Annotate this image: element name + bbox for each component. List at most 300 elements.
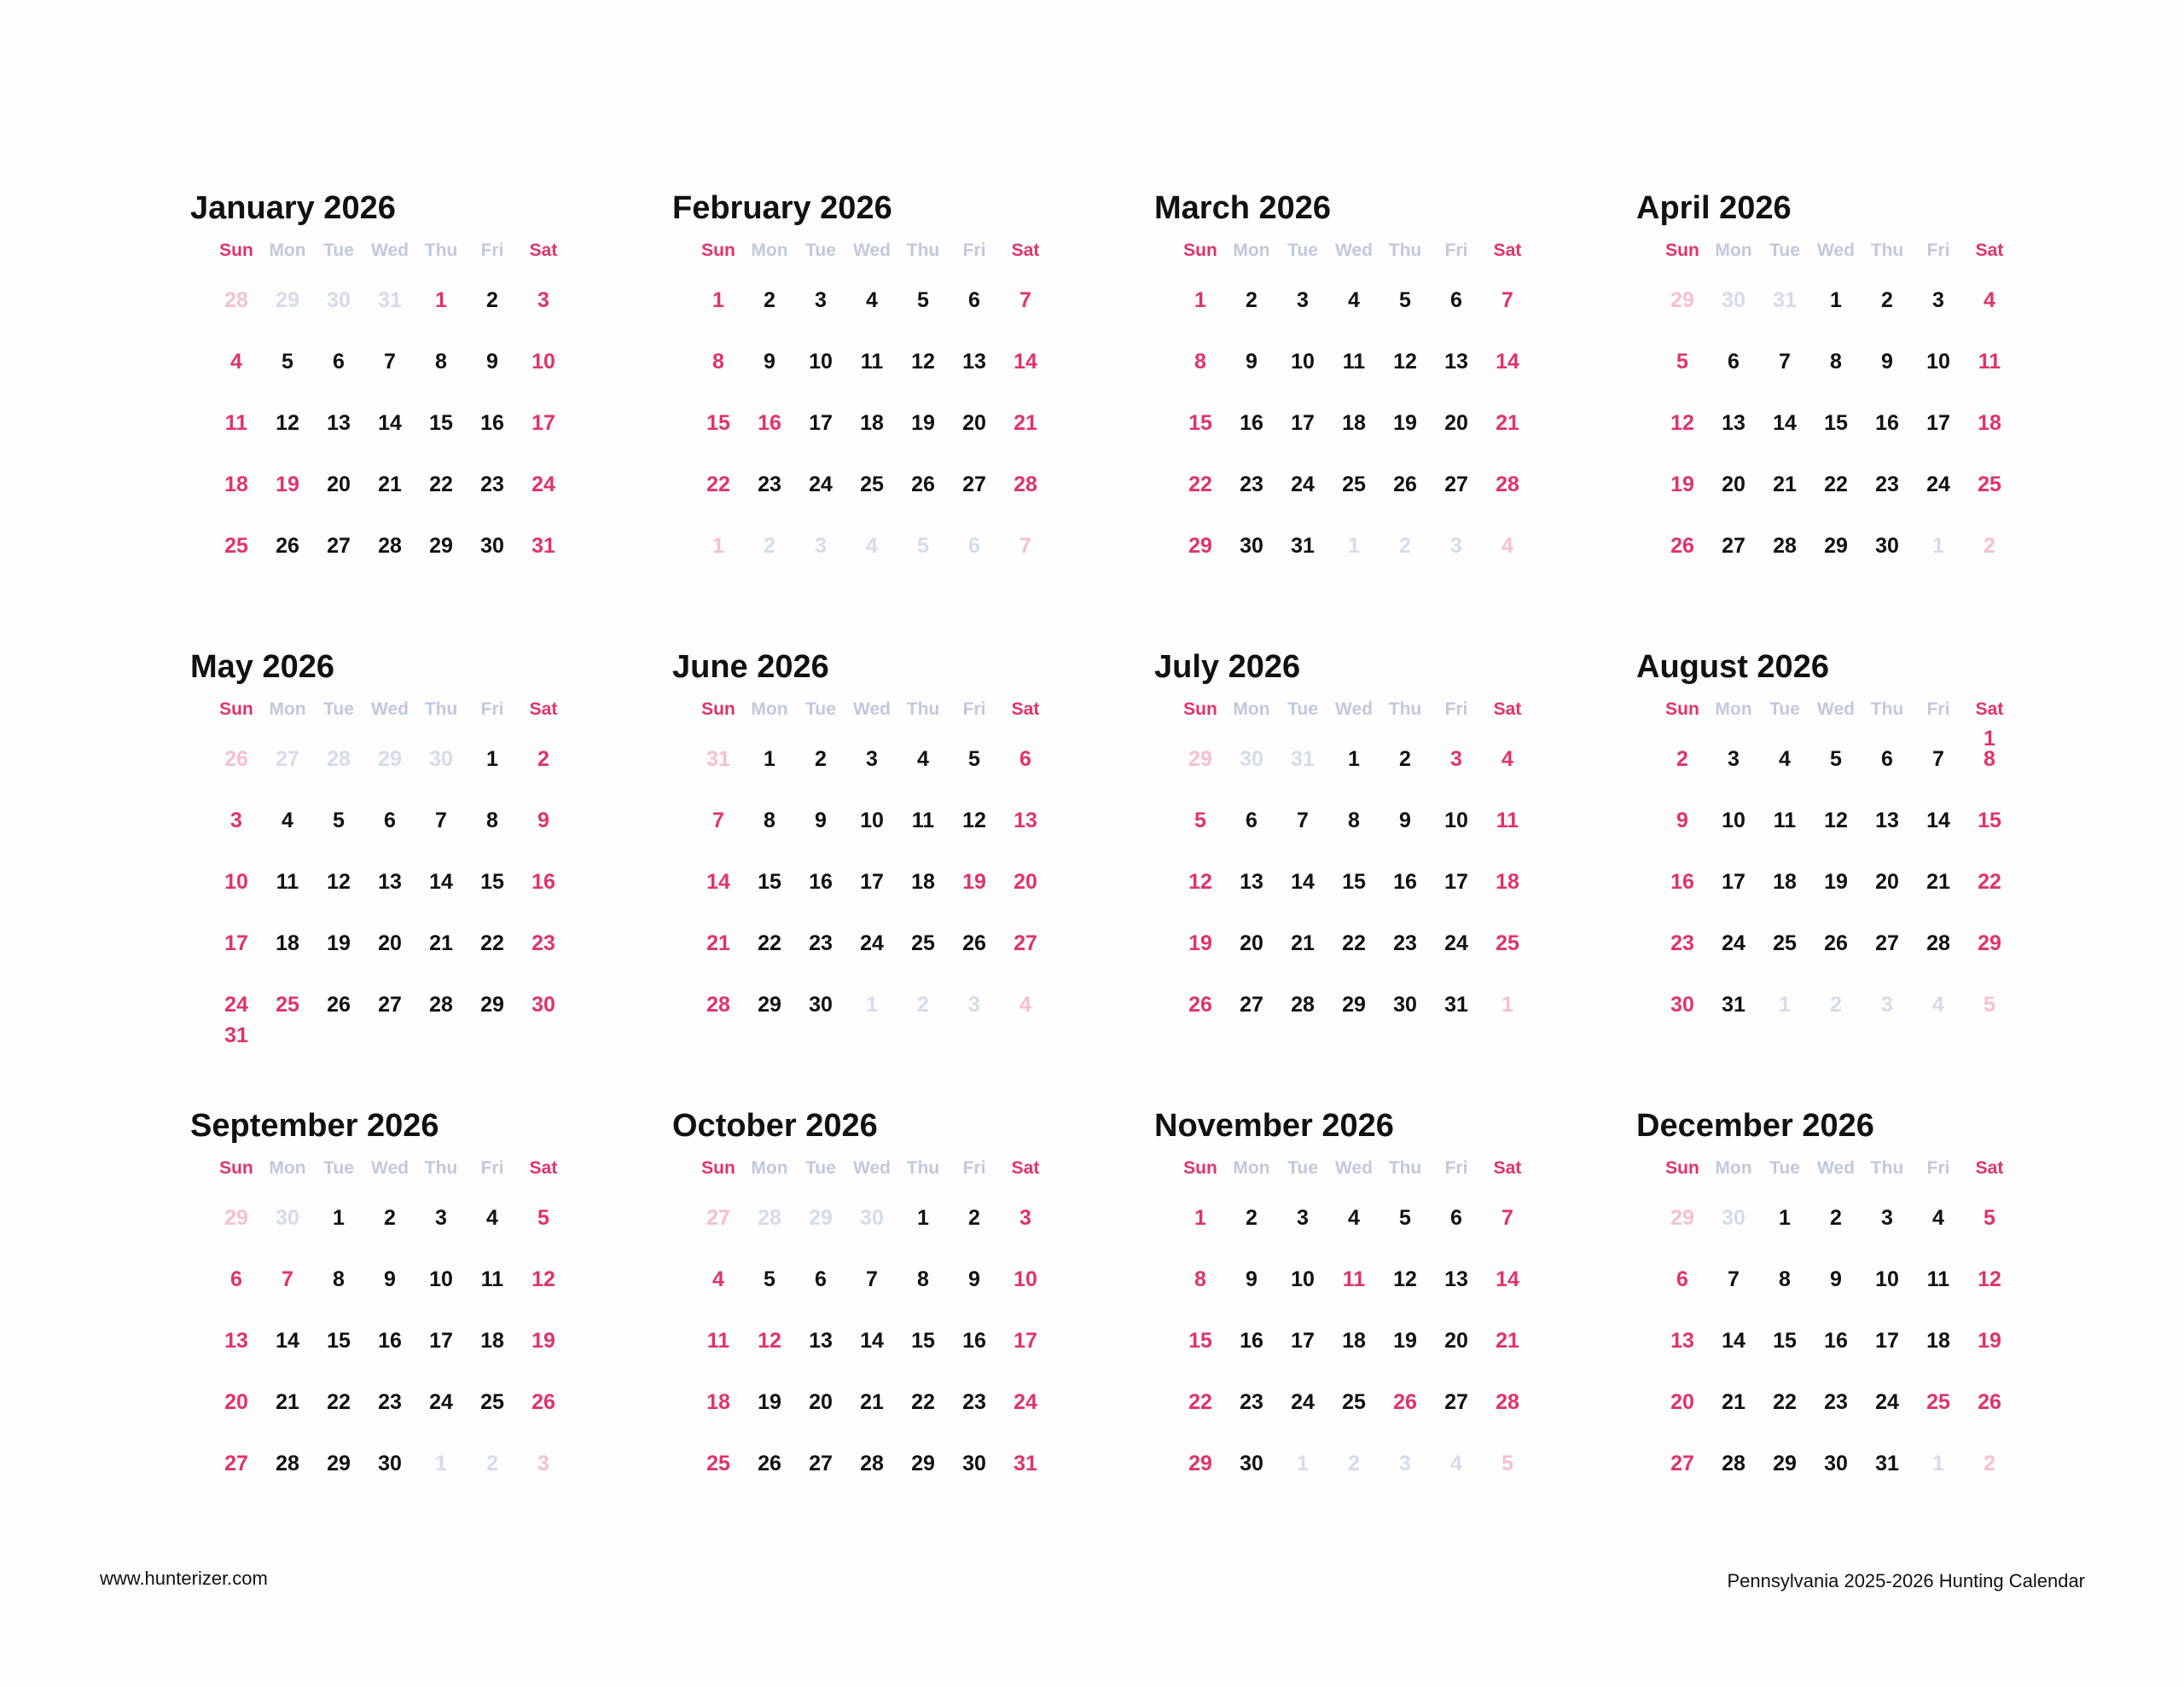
day-cell: 30 xyxy=(1393,993,1417,1017)
day-cell: 30 xyxy=(860,1206,884,1230)
day-cell: 16 xyxy=(809,870,833,894)
day-cell: 18 xyxy=(224,472,248,496)
day-cell: 18 xyxy=(276,931,299,955)
weekday-header: Thu xyxy=(424,699,458,719)
website-url: www.hunterizer.com xyxy=(100,1568,268,1589)
month-title: April 2026 xyxy=(1636,190,1792,226)
day-cell: 22 xyxy=(1773,1390,1797,1414)
day-cell: 13 xyxy=(224,1329,248,1353)
day-cell: 12 xyxy=(1824,809,1848,832)
day-cell: 1 xyxy=(1502,993,1513,1017)
day-cell: 27 xyxy=(1444,472,1468,496)
day-cell: 3 xyxy=(968,993,980,1017)
day-cell: 6 xyxy=(1881,747,1893,771)
day-cell: 30 xyxy=(1670,993,1694,1017)
weekday-header: Mon xyxy=(1233,1158,1270,1178)
day-cell: 2 xyxy=(1830,1206,1842,1230)
weekday-header: Sat xyxy=(1975,1158,2004,1178)
day-cell: 4 xyxy=(866,534,878,558)
day-cell: 29 xyxy=(378,747,402,771)
day-cell: 14 xyxy=(1773,411,1797,435)
day-cell: 4 xyxy=(1348,288,1360,312)
day-cell: 22 xyxy=(911,1390,935,1414)
day-cell: 2 xyxy=(917,993,929,1017)
day-cell: 23 xyxy=(809,931,833,955)
day-cell: 29 xyxy=(480,993,504,1017)
weekday-header: Sat xyxy=(1011,241,1040,260)
day-cell: 17 xyxy=(1926,411,1950,435)
weekday-header: Fri xyxy=(1926,699,1950,719)
day-cell: 15 xyxy=(1188,411,1212,435)
weekday-header: Sun xyxy=(701,241,735,260)
day-cell: 30 xyxy=(1240,1452,1263,1475)
day-cell: 3 xyxy=(1399,1452,1411,1475)
day-cell: 23 xyxy=(758,472,781,496)
day-cell: 1 xyxy=(712,534,724,558)
day-cell: 21 xyxy=(1291,931,1315,955)
weekday-header: Sun xyxy=(219,241,253,260)
day-cell: 15 xyxy=(911,1329,935,1353)
day-cell: 13 xyxy=(1875,809,1899,832)
day-cell: 2 xyxy=(486,288,498,312)
day-cell: 7 xyxy=(1297,809,1309,832)
day-cell: 2 xyxy=(1984,1452,1995,1475)
day-cell: 30 xyxy=(429,747,453,771)
day-cell: 4 xyxy=(917,747,929,771)
weekday-header: Wed xyxy=(371,699,409,719)
day-cell: 1 xyxy=(917,1206,929,1230)
day-cell: 30 xyxy=(809,993,833,1017)
day-cell: 13 xyxy=(378,870,402,894)
day-cell: 11 xyxy=(1342,1267,1366,1291)
day-cell: 1 xyxy=(333,1206,345,1230)
weekday-header: Sat xyxy=(1011,699,1040,719)
day-cell: 3 xyxy=(866,747,878,771)
day-cell: 15 xyxy=(1188,1329,1212,1353)
day-cell: 3 xyxy=(1297,288,1309,312)
day-cell: 8 xyxy=(1348,809,1360,832)
day-cell: 7 xyxy=(1502,1206,1513,1230)
day-cell: 13 xyxy=(1240,870,1263,894)
day-cell: 13 xyxy=(1444,1267,1468,1291)
day-cell: 23 xyxy=(480,472,504,496)
day-cell: 14 xyxy=(860,1329,884,1353)
day-cell: 15 xyxy=(327,1329,351,1353)
month-title: October 2026 xyxy=(672,1108,878,1144)
day-cell: 9 xyxy=(1246,1267,1258,1291)
weekday-header: Fri xyxy=(480,241,504,260)
day-cell: 9 xyxy=(1676,809,1688,832)
day-cell: 2 xyxy=(1676,747,1688,771)
day-cell: 1 xyxy=(866,993,878,1017)
day-cell: 7 xyxy=(1932,747,1944,771)
day-cell: 24 xyxy=(1291,1390,1315,1414)
weekday-header: Mon xyxy=(1715,241,1752,260)
day-cell: 11 xyxy=(911,809,935,832)
weekday-header: Sat xyxy=(1493,699,1522,719)
day-cell: 1 xyxy=(764,747,775,771)
day-cell: 26 xyxy=(911,472,935,496)
day-cell: 13 xyxy=(809,1329,833,1353)
weekday-header: Sun xyxy=(1183,1158,1217,1178)
day-cell: 15 xyxy=(1978,809,2001,832)
day-cell: 6 xyxy=(1728,350,1740,374)
day-cell: 17 xyxy=(1875,1329,1899,1353)
weekday-header: Sat xyxy=(1975,699,2004,719)
day-cell: 4 xyxy=(1502,747,1513,771)
weekday-header: Fri xyxy=(962,699,986,719)
weekday-header: Sat xyxy=(529,699,558,719)
day-cell: 16 xyxy=(1875,411,1899,435)
day-cell: 29 xyxy=(327,1452,351,1475)
day-cell: 16 xyxy=(1670,870,1694,894)
day-cell: 29 xyxy=(1188,1452,1212,1475)
day-cell: 12 xyxy=(531,1267,555,1291)
day-cell: 28 xyxy=(1496,472,1519,496)
calendar-caption: Pennsylvania 2025-2026 Hunting Calendar xyxy=(1727,1570,2085,1591)
day-cell: 17 xyxy=(1291,1329,1315,1353)
day-cell: 26 xyxy=(1670,534,1694,558)
weekday-header: Sun xyxy=(219,1158,253,1178)
day-cell: 27 xyxy=(962,472,986,496)
weekday-header: Sun xyxy=(701,699,735,719)
day-cell: 13 xyxy=(1722,411,1745,435)
day-cell: 2 xyxy=(1246,1206,1258,1230)
weekday-header: Fri xyxy=(962,241,986,260)
day-cell: 28 xyxy=(1722,1452,1745,1475)
day-cell: 26 xyxy=(224,747,248,771)
day-cell: 23 xyxy=(962,1390,986,1414)
day-cell: 19 xyxy=(758,1390,781,1414)
day-cell: 9 xyxy=(1399,809,1411,832)
day-cell: 7 xyxy=(435,809,447,832)
day-cell: 5 xyxy=(764,1267,775,1291)
weekday-header: Tue xyxy=(805,1158,836,1178)
day-cell: 6 xyxy=(1676,1267,1688,1291)
weekday-header: Sat xyxy=(1975,241,2004,260)
day-cell: 25 xyxy=(1926,1390,1950,1414)
day-cell: 25 xyxy=(276,993,299,1017)
day-cell: 1 xyxy=(1932,1452,1944,1475)
day-cell: 1 xyxy=(435,1452,447,1475)
weekday-header: Tue xyxy=(1769,699,1800,719)
weekday-header: Thu xyxy=(906,241,940,260)
weekday-header: Tue xyxy=(805,241,836,260)
day-cell: 4 xyxy=(282,809,293,832)
weekday-header: Wed xyxy=(1335,1158,1373,1178)
day-cell: 16 xyxy=(1240,411,1263,435)
weekday-header: Wed xyxy=(1335,699,1373,719)
day-cell: 16 xyxy=(1393,870,1417,894)
day-cell: 27 xyxy=(706,1206,730,1230)
day-cell: 27 xyxy=(1670,1452,1694,1475)
day-cell: 8 xyxy=(1984,747,1995,771)
day-cell: 24 xyxy=(429,1390,453,1414)
day-cell: 11 xyxy=(276,870,299,894)
day-cell: 4 xyxy=(486,1206,498,1230)
day-cell: 2 xyxy=(537,747,549,771)
day-cell: 22 xyxy=(1342,931,1366,955)
day-cell: 19 xyxy=(962,870,986,894)
day-cell: 1 xyxy=(1348,747,1360,771)
day-cell: 12 xyxy=(1670,411,1694,435)
day-cell: 20 xyxy=(327,472,351,496)
day-cell: 1 xyxy=(1779,993,1791,1017)
day-cell: 10 xyxy=(531,350,555,374)
day-cell: 17 xyxy=(1014,1329,1037,1353)
month-title: July 2026 xyxy=(1154,649,1301,685)
day-cell: 28 xyxy=(429,993,453,1017)
day-cell: 18 xyxy=(1342,1329,1366,1353)
day-cell: 28 xyxy=(706,993,730,1017)
day-cell: 2 xyxy=(1984,534,1995,558)
day-cell: 7 xyxy=(1019,534,1031,558)
day-cell: 29 xyxy=(224,1206,248,1230)
day-cell: 7 xyxy=(282,1267,293,1291)
day-cell: 13 xyxy=(1670,1329,1694,1353)
day-cell: 1 xyxy=(1194,1206,1206,1230)
day-cell: 14 xyxy=(1014,350,1037,374)
day-cell: 11 xyxy=(706,1329,730,1353)
day-cell: 15 xyxy=(1342,870,1366,894)
day-cell: 5 xyxy=(1984,993,1995,1017)
day-cell: 2 xyxy=(1881,288,1893,312)
day-cell: 12 xyxy=(327,870,351,894)
day-cell: 31 xyxy=(1014,1452,1037,1475)
day-cell: 2 xyxy=(764,288,775,312)
weekday-header: Tue xyxy=(323,241,354,260)
day-cell: 26 xyxy=(531,1390,555,1414)
day-cell: 8 xyxy=(1194,1267,1206,1291)
day-cell: 8 xyxy=(1779,1267,1791,1291)
day-cell: 20 xyxy=(1670,1390,1694,1414)
day-cell: 18 xyxy=(1926,1329,1950,1353)
day-cell: 24 xyxy=(1926,472,1950,496)
day-cell: 25 xyxy=(911,931,935,955)
day-cell: 29 xyxy=(1978,931,2001,955)
day-cell: 6 xyxy=(815,1267,827,1291)
day-cell: 25 xyxy=(860,472,884,496)
weekday-header: Sat xyxy=(529,241,558,260)
day-cell: 6 xyxy=(968,288,980,312)
day-cell: 27 xyxy=(809,1452,833,1475)
day-cell: 5 xyxy=(917,534,929,558)
day-cell: 19 xyxy=(1670,472,1694,496)
month-title: March 2026 xyxy=(1154,190,1332,226)
day-cell: 14 xyxy=(378,411,402,435)
weekday-header: Tue xyxy=(1769,241,1800,260)
day-cell: 18 xyxy=(1342,411,1366,435)
day-cell: 30 xyxy=(1240,534,1263,558)
weekday-header: Tue xyxy=(1287,241,1318,260)
day-cell: 6 xyxy=(230,1267,242,1291)
day-cell: 16 xyxy=(758,411,781,435)
day-cell: 21 xyxy=(1926,870,1950,894)
day-cell: 3 xyxy=(1881,1206,1893,1230)
day-cell: 1 xyxy=(1297,1452,1309,1475)
weekday-header: Wed xyxy=(1817,699,1855,719)
weekday-header: Sun xyxy=(1665,241,1699,260)
weekday-header: Fri xyxy=(480,699,504,719)
day-cell: 28 xyxy=(378,534,402,558)
day-cell: 5 xyxy=(917,288,929,312)
day-cell: 11 xyxy=(1496,809,1519,832)
day-cell: 6 xyxy=(1019,747,1031,771)
day-cell: 2 xyxy=(1399,747,1411,771)
day-cell: 3 xyxy=(537,288,549,312)
day-cell: 20 xyxy=(809,1390,833,1414)
day-cell: 1 xyxy=(1932,534,1944,558)
weekday-header: Fri xyxy=(1926,241,1950,260)
day-cell: 11 xyxy=(860,350,884,374)
day-cell: 23 xyxy=(1824,1390,1848,1414)
day-cell: 10 xyxy=(429,1267,453,1291)
day-cell: 28 xyxy=(327,747,351,771)
day-cell: 29 xyxy=(429,534,453,558)
day-cell: 16 xyxy=(962,1329,986,1353)
day-cell: 1 xyxy=(712,288,724,312)
day-cell: 5 xyxy=(968,747,980,771)
month-title: December 2026 xyxy=(1636,1108,1874,1144)
day-cell: 14 xyxy=(276,1329,299,1353)
day-cell: 14 xyxy=(706,870,730,894)
weekday-header: Sat xyxy=(1493,1158,1522,1178)
day-cell: 27 xyxy=(378,993,402,1017)
day-cell: 25 xyxy=(1342,472,1366,496)
day-cell: 5 xyxy=(1676,350,1688,374)
day-cell: 4 xyxy=(1450,1452,1462,1475)
day-cell: 21 xyxy=(1014,411,1037,435)
day-cell: 2 xyxy=(815,747,827,771)
day-cell: 19 xyxy=(1393,1329,1417,1353)
day-cell: 3 xyxy=(1881,993,1893,1017)
day-cell: 27 xyxy=(224,1452,248,1475)
day-cell: 3 xyxy=(815,288,827,312)
day-cell: 23 xyxy=(1875,472,1899,496)
day-cell: 7 xyxy=(384,350,396,374)
weekday-header: Tue xyxy=(323,699,354,719)
weekday-header: Wed xyxy=(371,1158,409,1178)
day-cell: 16 xyxy=(531,870,555,894)
day-cell: 26 xyxy=(1824,931,1848,955)
weekday-header: Sun xyxy=(1665,1158,1699,1178)
day-cell: 26 xyxy=(758,1452,781,1475)
weekday-header: Sun xyxy=(1665,699,1699,719)
day-cell: 18 xyxy=(1773,870,1797,894)
day-cell: 31 xyxy=(1444,993,1468,1017)
weekday-header: Mon xyxy=(1715,699,1752,719)
day-cell: 3 xyxy=(1450,534,1462,558)
day-cell: 11 xyxy=(1926,1267,1950,1291)
weekday-header: Thu xyxy=(1870,1158,1904,1178)
day-cell: 2 xyxy=(1348,1452,1360,1475)
day-cell: 29 xyxy=(809,1206,833,1230)
day-cell: 17 xyxy=(429,1329,453,1353)
day-cell: 11 xyxy=(1773,809,1797,832)
day-cell: 9 xyxy=(815,809,827,832)
day-cell: 2 xyxy=(1399,534,1411,558)
weekday-header: Wed xyxy=(1817,1158,1855,1178)
day-cell: 14 xyxy=(1291,870,1315,894)
day-cell: 30 xyxy=(276,1206,299,1230)
weekday-header: Fri xyxy=(1444,699,1468,719)
day-cell: 2 xyxy=(1246,288,1258,312)
weekday-header: Mon xyxy=(269,241,306,260)
day-cell: 5 xyxy=(333,809,345,832)
day-cell: 13 xyxy=(1014,809,1037,832)
day-cell: 4 xyxy=(1502,534,1513,558)
day-cell: 26 xyxy=(1188,993,1212,1017)
day-cell: 26 xyxy=(276,534,299,558)
day-cell: 8 xyxy=(333,1267,345,1291)
day-cell: 21 xyxy=(1496,1329,1519,1353)
day-cell: 31 xyxy=(531,534,555,558)
day-cell: 15 xyxy=(758,870,781,894)
day-cell: 15 xyxy=(1824,411,1848,435)
day-cell: 18 xyxy=(911,870,935,894)
weekday-header: Thu xyxy=(906,1158,940,1178)
weekday-header: Tue xyxy=(1769,1158,1800,1178)
day-cell: 25 xyxy=(706,1452,730,1475)
day-cell: 16 xyxy=(378,1329,402,1353)
day-cell: 8 xyxy=(1830,350,1842,374)
day-cell: 24 xyxy=(224,993,248,1017)
day-cell: 13 xyxy=(1444,350,1468,374)
day-cell: 5 xyxy=(282,350,293,374)
day-cell: 22 xyxy=(758,931,781,955)
day-cell: 3 xyxy=(1019,1206,1031,1230)
month-title: May 2026 xyxy=(190,649,335,685)
day-cell: 28 xyxy=(1926,931,1950,955)
day-cell: 19 xyxy=(1978,1329,2001,1353)
month-title: August 2026 xyxy=(1636,649,1829,685)
weekday-header: Tue xyxy=(1287,699,1318,719)
weekday-header: Sat xyxy=(529,1158,558,1178)
day-cell: 30 xyxy=(1824,1452,1848,1475)
day-cell: 23 xyxy=(1240,472,1263,496)
weekday-header: Fri xyxy=(1444,1158,1468,1178)
day-cell: 28 xyxy=(758,1206,781,1230)
weekday-header: Fri xyxy=(1926,1158,1950,1178)
day-cell: 28 xyxy=(1773,534,1797,558)
weekday-header: Thu xyxy=(424,1158,458,1178)
day-cell: 14 xyxy=(1496,350,1519,374)
day-cell: 31 xyxy=(1291,534,1315,558)
day-cell: 29 xyxy=(911,1452,935,1475)
day-cell: 5 xyxy=(537,1206,549,1230)
day-cell: 12 xyxy=(1188,870,1212,894)
day-cell: 19 xyxy=(276,472,299,496)
weekday-header: Mon xyxy=(1715,1158,1752,1178)
day-cell: 18 xyxy=(1496,870,1519,894)
day-cell: 27 xyxy=(327,534,351,558)
weekday-header: Sun xyxy=(701,1158,735,1178)
month-title: September 2026 xyxy=(190,1108,439,1144)
day-cell: 30 xyxy=(480,534,504,558)
day-cell: 25 xyxy=(1496,931,1519,955)
day-cell: 6 xyxy=(1450,1206,1462,1230)
day-cell: 5 xyxy=(1194,809,1206,832)
day-cell: 19 xyxy=(1824,870,1848,894)
day-cell: 14 xyxy=(1926,809,1950,832)
weekday-header: Fri xyxy=(1444,241,1468,260)
weekday-header: Fri xyxy=(962,1158,986,1178)
weekday-header: Wed xyxy=(1335,241,1373,260)
weekday-header: Wed xyxy=(1817,241,1855,260)
day-cell: 27 xyxy=(1014,931,1037,955)
month-title: November 2026 xyxy=(1154,1108,1394,1144)
day-cell: 9 xyxy=(968,1267,980,1291)
